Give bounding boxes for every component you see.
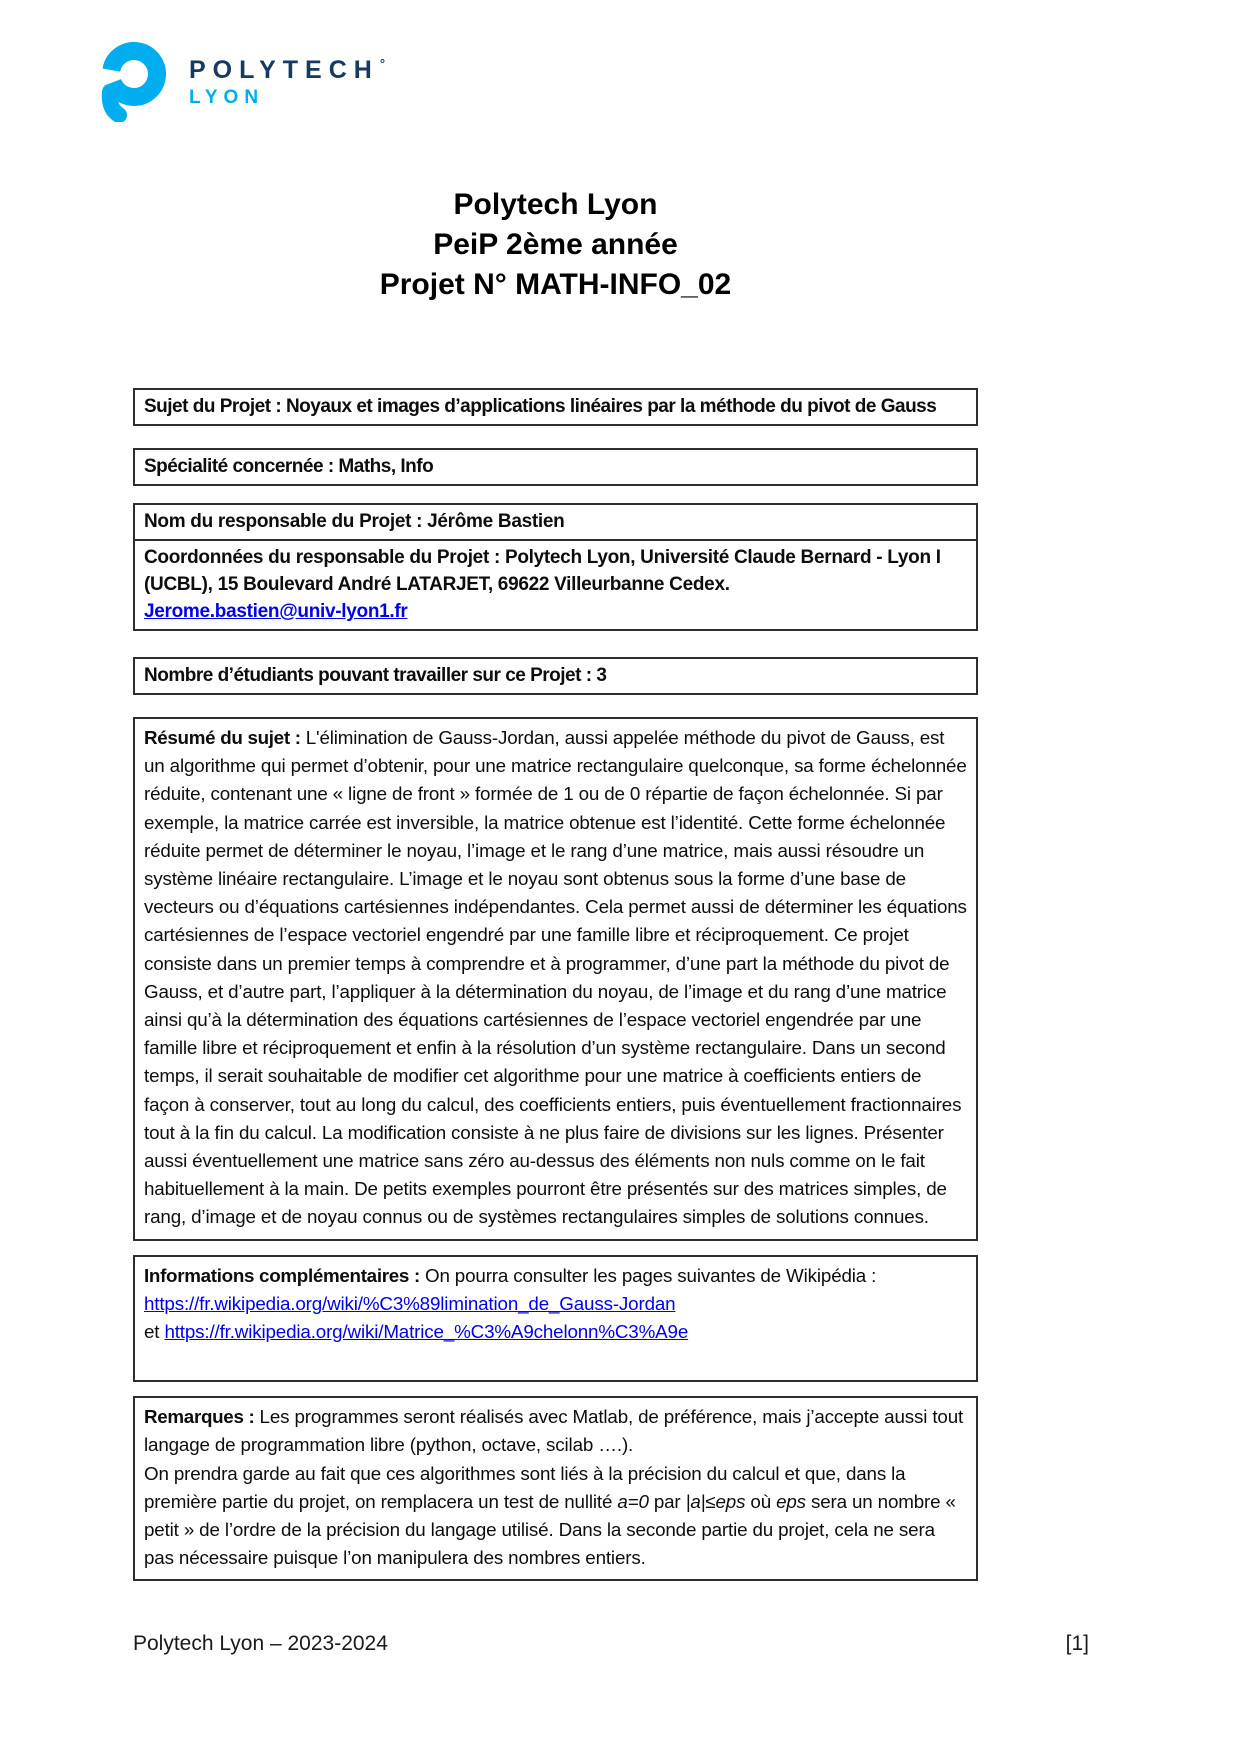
infos-intro-line [144,1262,967,1290]
infos-link-line-2 [144,1318,967,1346]
box-responsable [133,503,978,631]
remarques-p2-italic-2: |a|≤eps [685,1490,746,1512]
title-line-1: Polytech Lyon [453,188,658,221]
footer-left-text: Polytech Lyon – 2023-2024 [133,1632,388,1655]
polytech-logo [95,38,385,127]
remarques-label: Remarques : [144,1406,255,1428]
page-footer [133,1632,1089,1656]
remarques-p2-text-3: où [745,1490,777,1512]
infos-link2-prefix: et [144,1321,165,1343]
responsable-coordonnees [135,539,976,629]
resume-label: Résumé du sujet : [144,727,301,748]
polytech-logo-icon [95,38,169,127]
resume-text: L'élimination de Gauss-Jordan, aussi appelée méthode du pivot de Gauss, est un algorithme qui permet d’obtenir, pour une matrice rectangulaire quelconque, sa forme échelonnée réduite, contenant une « ligne de front » formée de 1 ou de 0 répartie de façon échelonnée. Si par exemple, la matrice carrée est inversible, la matrice obtenue est l’identité. Cette forme échelonnée réduite permet de déterminer le noyau, l’image et le rang d’une matrice, mais aussi résoudre un système linéaire rectangulaire. L’image et le noyau sont obtenus sous la forme d’une base de vecteurs ou d’équations cartésiennes indépendantes. Cela permet aussi de déterminer les équations cartésiennes de l’espace vectoriel engendré par une famille libre et réciproquement. Ce projet consiste dans un premier temps à comprendre et à programmer, d’une part la méthode du pivot de Gauss, et d’autre part, l’appliquer à la détermination du noyau, de l’image et du rang d’une matrice ainsi qu’à la détermination des équations cartésiennes de l’espace vectoriel engendrée par une famille libre et réciproquement et enfin à la résolution d’un système rectangulaire. Dans un second temps, il serait souhaitable de modifier cet algorithme pour une matrice à coefficients entiers de façon à conserver, tout au long du calcul, des coefficients entiers, puis éventuellement fractionnaires tout à la fin du calcul. La modification consiste à ne plus faire de divisions sur les lignes. Présenter aussi éventuellement une matrice sans zéro au-dessus des éléments non nuls comme on le fait habituellement à la main. De petits exemples pourront être présentés sur des matrices simples, de rang, d’image et de noyau connus ou de systèmes rectangulaires simples de solutions connues. [144,727,967,1228]
logo-brand-text: POLYTECH [189,55,379,84]
responsable-coordonnees-text: Coordonnées du responsable du Projet : Polytech Lyon, Université Claude Bernard - Lyon I (UCBL), 15 Boulevard André LATARJET, 69622 Villeurbanne Cedex. [144,547,941,595]
box-sujet-du-projet: Sujet du Projet : Noyaux et images d’applications linéaires par la méthode du pivot de Gauss [133,388,978,426]
box-specialite: Spécialité concernée : Maths, Info [133,448,978,486]
remarques-p2-italic-3: eps [776,1490,806,1512]
email-link[interactable]: Jerome.bastien@univ-lyon1.fr [144,601,408,622]
document-body [133,388,978,1581]
title-line-3: Projet N° MATH-INFO_02 [379,268,732,301]
remarques-p2-italic-1: a=0 [617,1490,649,1512]
remarques-paragraph-1 [144,1403,967,1459]
footer-page-number: [1] [1065,1632,1089,1655]
wikipedia-link-2[interactable]: https://fr.wikipedia.org/wiki/Matrice_%C3%A9chelonn%C3%A9e [164,1321,689,1343]
responsable-nom: Nom du responsable du Projet : Jérôme Bastien [144,511,565,532]
box-informations-complementaires [133,1255,978,1383]
infos-label: Informations complémentaires : [144,1264,420,1286]
remarques-p2-text-2: par [648,1490,686,1512]
box-remarques [133,1396,978,1581]
box-resume [133,717,978,1241]
infos-intro-text: On pourra consulter les pages suivantes de Wikipédia : [419,1264,877,1286]
box-nombre-etudiants: Nombre d’étudiants pouvant travailler sur ce Projet : 3 [133,657,978,695]
infos-link-line-1 [144,1290,967,1318]
wikipedia-link-1[interactable]: https://fr.wikipedia.org/wiki/%C3%89limination_de_Gauss-Jordan [144,1292,676,1314]
remarques-p2-text-4: sera un nombre « petit » de l’ordre de la précision du langage utilisé. Dans la seconde partie du projet, cela ne sera pas nécessaire puisque l’on manipulera des nombres entiers. [144,1490,956,1569]
title-line-2: PeiP 2ème année [433,228,678,261]
remarques-p1-text: Les programmes seront réalisés avec Matlab, de préférence, mais j’accepte aussi tout langage de programmation libre (python, octave, scilab ….). [144,1406,964,1456]
remarques-p2-text-1: On prendra garde au fait que ces algorithmes sont liés à la précision du calcul et que, dans la première partie du projet, on remplacera un test de nullité [144,1462,906,1512]
logo-text [189,57,385,109]
logo-degree-mark: ° [379,55,386,71]
logo-city-text: LYON [189,86,265,108]
remarques-paragraph-2 [144,1460,967,1573]
document-title [133,185,978,305]
